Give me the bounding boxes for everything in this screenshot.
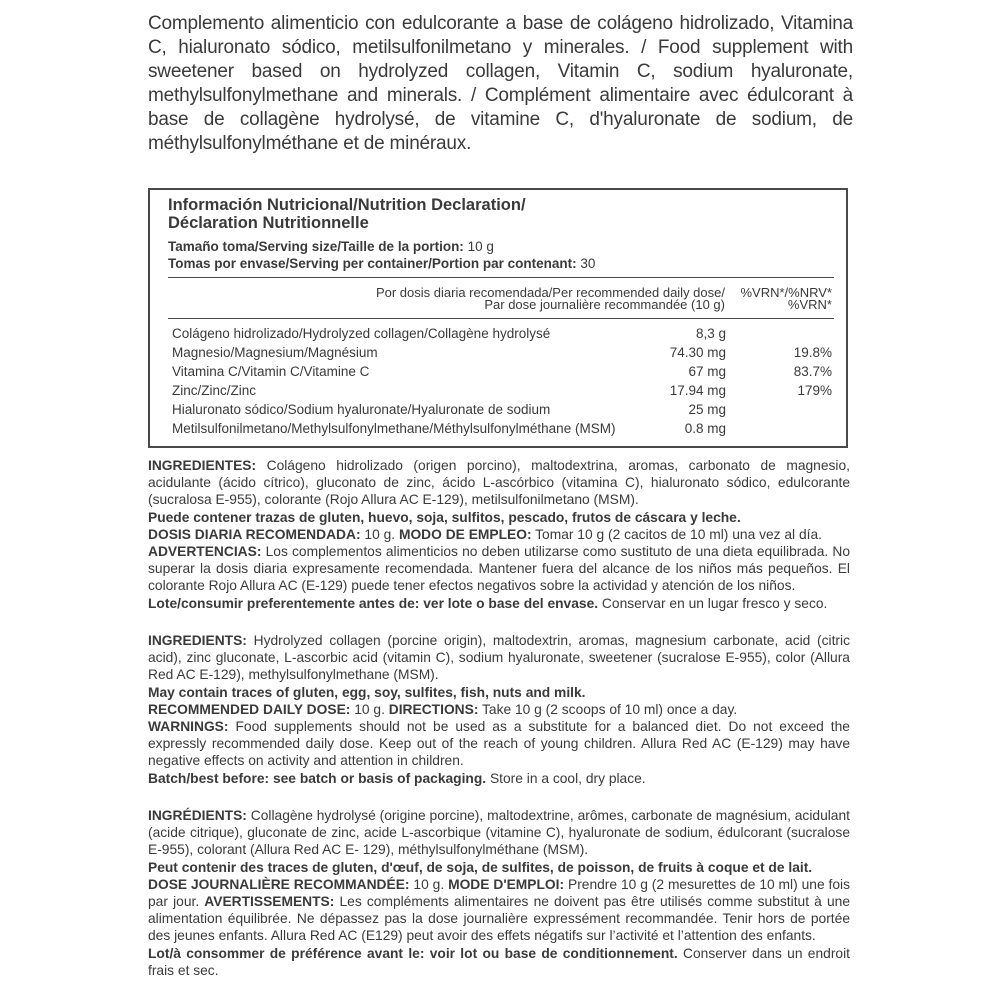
nutrient-name: Hialuronato sódico/Sodium hyaluronate/Hyaluronate de sodium xyxy=(172,402,551,417)
spanish-section xyxy=(148,457,850,612)
nutrient-amount: 25 mg xyxy=(688,402,726,417)
allergens-fr-text: Peut contenir des traces de gluten, d'œuf, de soja, de sulfites, de poisson, de fruits à coque et de lait. xyxy=(148,859,813,875)
nutrient-vrn: 19.8% xyxy=(793,345,832,360)
warnings-es-text: Los complementos alimenticios no deben utilizarse como sustituto de una dieta equilibrada. No superar la dosis diaria expresamente recomendada. Mantener fuera del alcance de los niños más pequeños. El colorante Rojo Allura AC (E-129) puede tener efectos negativos sobre la actividad y atención de los niños. xyxy=(148,544,850,594)
english-section xyxy=(148,632,850,787)
warnings-en-label: WARNINGS: xyxy=(148,719,229,735)
table-row xyxy=(168,364,832,383)
dose-en xyxy=(148,701,850,718)
table-divider-top xyxy=(168,277,834,278)
table-divider-header xyxy=(168,318,834,319)
allergens-fr xyxy=(148,859,850,876)
lot-es-label: Lote/consumir preferentemente antes de: ver lote o base del envase. xyxy=(148,595,599,611)
table-row xyxy=(168,345,832,364)
nutrient-name: Vitamina C/Vitamin C/Vitamine C xyxy=(172,364,370,379)
nutrient-amount: 0.8 mg xyxy=(684,421,726,436)
nutrient-name: Magnesio/Magnesium/Magnésium xyxy=(172,345,378,360)
mode-fr-label: MODE D'EMPLOI: xyxy=(448,876,565,892)
allergens-es xyxy=(148,509,850,526)
nutrition-title xyxy=(168,196,848,232)
column-header-vrn-line2: %VRN* xyxy=(787,297,832,312)
lot-fr xyxy=(148,945,850,979)
ingredients-fr-label: INGRÉDIENTS: xyxy=(148,808,247,823)
nutrient-vrn: 179% xyxy=(797,383,832,398)
ingredients-en-label: INGREDIENTS: xyxy=(148,633,247,648)
dose-es xyxy=(148,526,850,543)
serving-size-label: Tamaño toma/Serving size/Taille de la portion: xyxy=(168,239,464,254)
mode-es-label: MODO DE EMPLEO: xyxy=(398,526,532,542)
ingredients-fr-text: Collagène hydrolysé (origine porcine), maltodextrine, arômes, carbonate de magnésium, acidulant (acide citrique), gluconate de zinc, acide L-ascorbique (vitamine C), hyaluronate de sodium, édulcorant (sucralose E-955), colorant (Allura Red AC E- 129), méthylsulfonylméthane (MSM). xyxy=(148,808,850,858)
nutrient-amount: 67 mg xyxy=(688,364,726,379)
table-row xyxy=(168,421,832,440)
allergens-en-text: May contain traces of gluten, egg, soy, sulfites, fish, nuts and milk. xyxy=(148,684,586,700)
servings-per-container xyxy=(168,256,595,272)
dose-fr xyxy=(148,876,850,945)
ingredients-es xyxy=(148,457,850,509)
warnings-fr-label: AVERTISSEMENTS: xyxy=(204,894,335,910)
nutrient-amount: 8,3 g xyxy=(695,326,726,341)
allergens-en xyxy=(148,684,850,701)
ingredients-es-text: Colágeno hidrolizado (origen porcino), maltodextrina, aromas, carbonato de magnesio, acidulante (ácido cítrico), gluconato de zinc, ácido L-ascórbico (vitamina C), hialuronato sódico, edulcorante (sucralosa E-955), colorante (Rojo Allura AC E-129), metilsulfonilmetano (MSM). xyxy=(148,458,850,508)
lot-en-label: Batch/best before: see batch or basis of packaging. xyxy=(148,770,487,786)
nutrient-amount: 17.94 mg xyxy=(669,383,726,398)
dose-en-text: 10 g. xyxy=(350,701,389,717)
nutrient-name: Zinc/Zinc/Zinc xyxy=(172,383,257,398)
serving-size-value: 10 g xyxy=(463,239,494,254)
allergens-es-text: Puede contener trazas de gluten, huevo, soja, sulfitos, pescado, frutos de cáscara y leche. xyxy=(148,509,741,525)
servings-label: Tomas por envase/Serving per container/Portion par contenant: xyxy=(168,256,577,271)
label-document xyxy=(148,0,853,978)
lot-es xyxy=(148,595,850,612)
nutrient-name: Colágeno hidrolizado/Hydrolyzed collagen/Collagène hydrolysé xyxy=(172,326,551,341)
nutrient-name: Metilsulfonilmetano/Methylsulfonylmethane/Méthylsulfonylméthane (MSM) xyxy=(172,421,616,436)
ingredients-en xyxy=(148,632,850,684)
table-row xyxy=(168,402,832,421)
dose-en-label: RECOMMENDED DAILY DOSE: xyxy=(148,701,351,717)
warnings-en-text: Food supplements should not be used as a substitute for a balanced diet. Do not exceed the expressly recommended daily dose. Keep out of the reach of young children. Allura Red AC (E-129) may have negative effects on activity and attention in children. xyxy=(148,719,850,769)
warnings-es xyxy=(148,543,850,595)
column-header-dose-line2: Par dose journalière recommandée (10 g) xyxy=(484,297,725,312)
french-section xyxy=(148,807,850,979)
lot-fr-label: Lot/à consommer de préférence avant le: voir lot ou base de conditionnement. xyxy=(148,945,678,961)
mode-en-label: DIRECTIONS: xyxy=(388,701,479,717)
ingredients-es-label: INGREDIENTES: xyxy=(148,458,257,473)
nutrient-amount: 74.30 mg xyxy=(669,345,726,360)
nutrition-title-line2: Déclaration Nutritionnelle xyxy=(168,214,369,232)
mode-en-text: Take 10 g (2 scoops of 10 ml) once a day. xyxy=(478,701,738,717)
table-row xyxy=(168,326,832,345)
mode-fr-text: Prendre 10 g (2 mesurettes de 10 ml) une fois par jour. xyxy=(148,876,850,910)
nutrition-table xyxy=(148,188,848,448)
warnings-en xyxy=(148,718,850,770)
table-row xyxy=(168,383,832,402)
lot-fr-text: Conserver dans un endroit frais et sec. xyxy=(148,945,850,978)
serving-size xyxy=(168,239,494,255)
nutrition-title-line1: Información Nutricional/Nutrition Declaration/ xyxy=(168,196,526,214)
product-description: Complemento alimenticio con edulcorante a base de colágeno hidrolizado, Vitamina C, hialuronato sódico, metilsulfonilmetano y minerales. / Food supplement with sweetener based on hydrolyzed collagen, Vitamin C, sodium hyaluronate, methylsulfonylmethane and minerals. / Complément alimentaire avec édulcorant à base de collagène hydrolysé, de vitamine C, d'hyaluronate de sodium, de méthylsulfonylméthane et de minéraux. xyxy=(148,13,853,154)
column-header-vrn-line1: %VRN*/%NRV* xyxy=(740,285,832,300)
column-header-vrn xyxy=(726,287,832,311)
warnings-es-label: ADVERTENCIAS: xyxy=(148,544,262,560)
lot-en-text: Store in a cool, dry place. xyxy=(486,770,646,786)
dose-es-label: DOSIS DIARIA RECOMENDADA: xyxy=(148,526,361,542)
ingredients-en-text: Hydrolyzed collagen (porcine origin), maltodextrin, aromas, magnesium carbonate, acid (citric acid), zinc gluconate, L-ascorbic acid (vitamin C), sodium hyaluronate, sweetener (sucralose E-955), color (Allura Red AC E-129), methylsulfonylmethane (MSM). xyxy=(148,633,850,683)
servings-value: 30 xyxy=(576,256,596,271)
column-header-dose-line1: Por dosis diaria recomendada/Per recommended daily dose/ xyxy=(375,285,725,300)
nutrient-vrn: 83.7% xyxy=(793,364,832,379)
column-header-dose xyxy=(340,287,725,311)
mode-es-text: Tomar 10 g (2 cacitos de 10 ml) una vez al día. xyxy=(531,526,822,542)
dose-fr-text: 10 g. xyxy=(409,876,449,892)
dose-es-text: 10 g. xyxy=(360,526,399,542)
ingredients-fr xyxy=(148,807,850,859)
lot-es-text: Conservar en un lugar fresco y seco. xyxy=(598,595,828,611)
lot-en xyxy=(148,770,850,787)
dose-fr-label: DOSE JOURNALIÈRE RECOMMANDÉE: xyxy=(148,876,410,892)
warnings-fr-text: Les compléments alimentaires ne doivent pas être utilisés comme substitut à une alimentation équilibrée. Ne dépassez pas la dose journalière expressément recommandée. Tenir hors de portée des jeunes enfants. Allura Red AC (E129) peut avoir des effets négatifs sur l’activité et l’attention des enfants. xyxy=(148,894,850,944)
